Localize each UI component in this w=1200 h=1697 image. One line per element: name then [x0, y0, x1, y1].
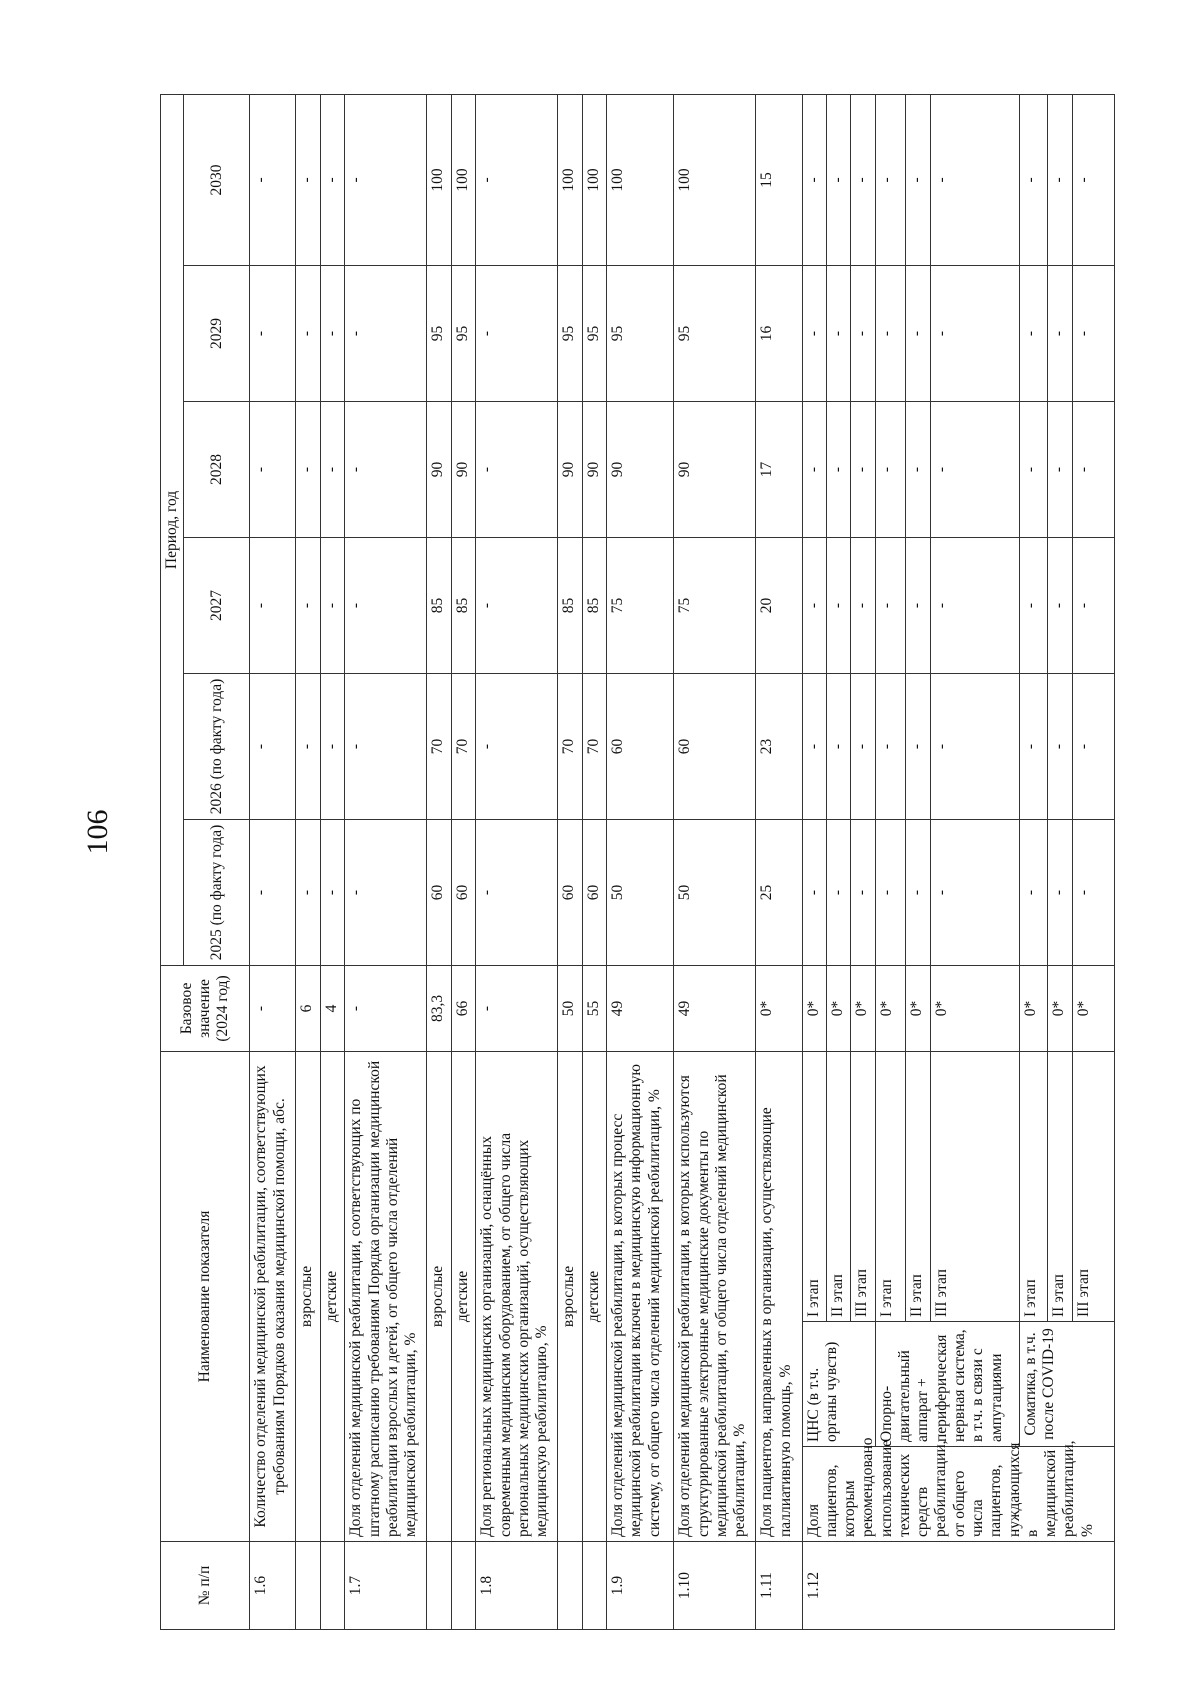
- row-value: 90: [558, 401, 582, 537]
- row-value: 60: [607, 673, 674, 819]
- group-label: Опорно-двигательный аппарат + периферическая нервная система, в т.ч. в связи с ампутациями: [875, 1322, 1019, 1447]
- row-value: 15: [756, 94, 802, 265]
- stage-label: I этап: [802, 1051, 826, 1321]
- row-value: -: [802, 673, 826, 819]
- row-value: -: [320, 265, 344, 401]
- row-base: 4: [320, 965, 344, 1051]
- row-value: 90: [607, 401, 674, 537]
- header-period: Период, год: [161, 94, 184, 965]
- row-value: -: [1072, 401, 1114, 537]
- row-value: -: [1019, 401, 1048, 537]
- row-value: -: [826, 673, 850, 819]
- row-value: -: [875, 94, 905, 265]
- row-value: 95: [582, 265, 606, 401]
- row-value: 100: [558, 94, 582, 265]
- row-value: -: [875, 265, 905, 401]
- row-name: Доля отделений медицинской реабилитации, соответствующих по штатному расписанию требованиям Порядка организации медицинской реабилитации взрослых и детей, от общего числа отделений медицинской реабилитации, %: [345, 1051, 427, 1541]
- row-value: 85: [427, 537, 451, 673]
- row-value: -: [802, 819, 826, 965]
- row-value: -: [905, 401, 931, 537]
- row-value: -: [905, 673, 931, 819]
- table-row: [345, 94, 427, 1629]
- rotated-table-wrapper: [160, 95, 1115, 1630]
- row-value: -: [931, 819, 1019, 965]
- row-value: -: [345, 265, 427, 401]
- row-base: 83,3: [427, 965, 451, 1051]
- row-value: -: [802, 265, 826, 401]
- row-value: -: [250, 819, 296, 965]
- row-num: 1.9: [607, 1542, 674, 1630]
- row-value: -: [476, 673, 558, 819]
- row-value: -: [802, 94, 826, 265]
- row-subname: детские: [451, 1051, 475, 1541]
- row-value: -: [320, 537, 344, 673]
- row-value: -: [345, 673, 427, 819]
- row-base: 66: [451, 965, 475, 1051]
- row-value: -: [875, 537, 905, 673]
- row-value: 70: [451, 673, 475, 819]
- row-value: -: [1048, 401, 1072, 537]
- row-value: -: [320, 401, 344, 537]
- row-value: -: [320, 94, 344, 265]
- row-value: 95: [674, 265, 756, 401]
- row-base: 49: [674, 965, 756, 1051]
- row-value: -: [476, 819, 558, 965]
- row-value: 95: [427, 265, 451, 401]
- row-value: -: [1048, 673, 1072, 819]
- row-base: -: [345, 965, 427, 1051]
- row-value: 17: [756, 401, 802, 537]
- row-value: -: [476, 401, 558, 537]
- row-value: -: [875, 819, 905, 965]
- row-value: -: [931, 673, 1019, 819]
- row-value: -: [296, 819, 320, 965]
- row-num: 1.12: [802, 1542, 1114, 1630]
- row-value: -: [476, 94, 558, 265]
- row-name: Доля отделений медицинской реабилитации, в которых используются структурированные электронные медицинские документы по медицинской реабилитации, от общего числа отделений медицинской реабилитации, %: [674, 1051, 756, 1541]
- row-value: 100: [607, 94, 674, 265]
- row-value: -: [250, 537, 296, 673]
- row-value: -: [1019, 537, 1048, 673]
- row-base: 0*: [826, 965, 850, 1051]
- header-year: 2030: [184, 94, 250, 265]
- row-subname: детские: [582, 1051, 606, 1541]
- row-base: 0*: [1048, 965, 1072, 1051]
- row-subname: взрослые: [296, 1051, 320, 1541]
- row-value: 50: [674, 819, 756, 965]
- row-value: -: [905, 819, 931, 965]
- row-value: -: [851, 265, 875, 401]
- row-name: Доля пациентов, которым рекомендовано использование технических средств реабилитации, от общего числа пациентов, нуждающихся в медицинской реабилитации, %: [802, 1447, 1114, 1542]
- table-row: [756, 94, 802, 1629]
- row-value: -: [875, 673, 905, 819]
- row-value: 60: [427, 819, 451, 965]
- row-value: 90: [674, 401, 756, 537]
- row-value: -: [931, 265, 1019, 401]
- row-value: 95: [607, 265, 674, 401]
- table-row: [802, 94, 826, 1629]
- row-value: -: [1019, 673, 1048, 819]
- row-value: 85: [558, 537, 582, 673]
- row-base: -: [476, 965, 558, 1051]
- row-value: -: [905, 537, 931, 673]
- row-value: 75: [607, 537, 674, 673]
- row-value: -: [296, 265, 320, 401]
- row-value: -: [1019, 819, 1048, 965]
- table-row: [674, 94, 756, 1629]
- row-value: -: [320, 819, 344, 965]
- row-value: -: [851, 819, 875, 965]
- row-base: 0*: [802, 965, 826, 1051]
- row-value: 90: [582, 401, 606, 537]
- row-value: 90: [427, 401, 451, 537]
- row-base: 49: [607, 965, 674, 1051]
- row-value: -: [931, 401, 1019, 537]
- row-name: Доля региональных медицинских организаций, оснащённых современным медицинским оборудованием, от общего числа региональных медицинских организаций, осуществляющих медицинскую реабилитацию, %: [476, 1051, 558, 1541]
- stage-label: II этап: [826, 1051, 850, 1321]
- row-value: -: [296, 401, 320, 537]
- table-row: [427, 94, 451, 1629]
- header-year: 2025 (по факту года): [184, 819, 250, 965]
- header-year: 2028: [184, 401, 250, 537]
- row-base: 0*: [875, 965, 905, 1051]
- row-value: 95: [451, 265, 475, 401]
- row-value: -: [296, 673, 320, 819]
- stage-label: I этап: [875, 1051, 905, 1321]
- row-value: 16: [756, 265, 802, 401]
- row-value: -: [1019, 94, 1048, 265]
- row-value: 100: [427, 94, 451, 265]
- row-value: -: [1072, 819, 1114, 965]
- row-value: -: [345, 94, 427, 265]
- row-subname: взрослые: [558, 1051, 582, 1541]
- row-value: -: [875, 401, 905, 537]
- row-value: -: [931, 94, 1019, 265]
- group-label: ЦНС (в т.ч. органы чувств): [802, 1322, 875, 1447]
- row-value: -: [1048, 94, 1072, 265]
- row-name: Количество отделений медицинской реабилитации, соответствующих требованиям Порядков оказания медицинской помощи, абс.: [250, 1051, 296, 1541]
- row-value: -: [1019, 265, 1048, 401]
- row-value: -: [1072, 94, 1114, 265]
- table-row: [296, 94, 320, 1629]
- row-value: 85: [582, 537, 606, 673]
- table-row: [250, 94, 296, 1629]
- row-value: -: [851, 94, 875, 265]
- table-row: [476, 94, 558, 1629]
- row-value: -: [826, 265, 850, 401]
- row-subname: детские: [320, 1051, 344, 1541]
- row-value: 90: [451, 401, 475, 537]
- row-name: Доля отделений медицинской реабилитации, в которых процесс медицинской реабилитации включен в медицинскую информационную систему, от общего числа отделений медицинской реабилитации, %: [607, 1051, 674, 1541]
- row-base: 6: [296, 965, 320, 1051]
- row-value: 50: [607, 819, 674, 965]
- row-value: 75: [674, 537, 756, 673]
- row-value: -: [851, 537, 875, 673]
- row-base: 55: [582, 965, 606, 1051]
- row-value: 100: [451, 94, 475, 265]
- row-value: -: [826, 819, 850, 965]
- row-value: -: [931, 537, 1019, 673]
- row-value: 20: [756, 537, 802, 673]
- row-value: 60: [451, 819, 475, 965]
- row-value: 70: [558, 673, 582, 819]
- row-value: -: [1048, 819, 1072, 965]
- row-value: -: [320, 673, 344, 819]
- group-label: Соматика, в т.ч. после COVID-19: [1019, 1322, 1114, 1447]
- table-row: [320, 94, 344, 1629]
- row-value: -: [250, 673, 296, 819]
- row-value: -: [851, 401, 875, 537]
- row-value: 100: [582, 94, 606, 265]
- row-value: 85: [451, 537, 475, 673]
- row-value: -: [826, 537, 850, 673]
- row-value: -: [1072, 673, 1114, 819]
- row-value: -: [296, 537, 320, 673]
- row-value: -: [851, 673, 875, 819]
- row-num: 1.8: [476, 1542, 558, 1630]
- row-value: -: [1048, 537, 1072, 673]
- row-value: 95: [558, 265, 582, 401]
- row-value: -: [1072, 265, 1114, 401]
- table-row: [582, 94, 606, 1629]
- row-value: -: [345, 401, 427, 537]
- row-value: -: [345, 819, 427, 965]
- row-base: 0*: [851, 965, 875, 1051]
- row-value: 70: [427, 673, 451, 819]
- indicators-table: [160, 94, 1115, 1630]
- row-base: 0*: [756, 965, 802, 1051]
- row-value: 25: [756, 819, 802, 965]
- header-num: № п/п: [161, 1542, 250, 1630]
- row-value: -: [476, 265, 558, 401]
- row-name: Доля пациентов, направленных в организации, осуществляющие паллиативную помощь, %: [756, 1051, 802, 1541]
- header-name: Наименование показателя: [161, 1051, 250, 1541]
- row-base: 0*: [1072, 965, 1114, 1051]
- row-value: -: [345, 537, 427, 673]
- row-value: -: [250, 401, 296, 537]
- stage-label: I этап: [1019, 1051, 1048, 1321]
- row-value: 60: [582, 819, 606, 965]
- row-base: 0*: [931, 965, 1019, 1051]
- row-base: 50: [558, 965, 582, 1051]
- row-value: -: [250, 265, 296, 401]
- row-value: -: [802, 537, 826, 673]
- stage-label: III этап: [851, 1051, 875, 1321]
- row-base: 0*: [905, 965, 931, 1051]
- row-value: -: [905, 265, 931, 401]
- row-value: -: [1072, 537, 1114, 673]
- row-value: -: [905, 94, 931, 265]
- row-value: 23: [756, 673, 802, 819]
- header-base: Базовое значение (2024 год): [161, 965, 250, 1051]
- row-num: 1.10: [674, 1542, 756, 1630]
- table-row: [875, 94, 905, 1629]
- stage-label: III этап: [1072, 1051, 1114, 1321]
- stage-label: II этап: [905, 1051, 931, 1321]
- row-num: 1.11: [756, 1542, 802, 1630]
- row-value: -: [296, 94, 320, 265]
- row-value: 70: [582, 673, 606, 819]
- row-value: -: [250, 94, 296, 265]
- stage-label: III этап: [931, 1051, 1019, 1321]
- table-row: [451, 94, 475, 1629]
- row-base: -: [250, 965, 296, 1051]
- row-base: 0*: [1019, 965, 1048, 1051]
- row-value: -: [826, 401, 850, 537]
- row-value: 60: [558, 819, 582, 965]
- row-value: 100: [674, 94, 756, 265]
- table-row: [1019, 94, 1048, 1629]
- row-subname: взрослые: [427, 1051, 451, 1541]
- row-value: 60: [674, 673, 756, 819]
- page-number: 106: [81, 809, 114, 855]
- header-year: 2027: [184, 537, 250, 673]
- header-year: 2026 (по факту года): [184, 673, 250, 819]
- row-value: -: [476, 537, 558, 673]
- table-row: [558, 94, 582, 1629]
- row-value: -: [826, 94, 850, 265]
- table-row: [607, 94, 674, 1629]
- header-year: 2029: [184, 265, 250, 401]
- stage-label: II этап: [1048, 1051, 1072, 1321]
- row-num: 1.6: [250, 1542, 296, 1630]
- row-num: 1.7: [345, 1542, 427, 1630]
- row-value: -: [802, 401, 826, 537]
- row-value: -: [1048, 265, 1072, 401]
